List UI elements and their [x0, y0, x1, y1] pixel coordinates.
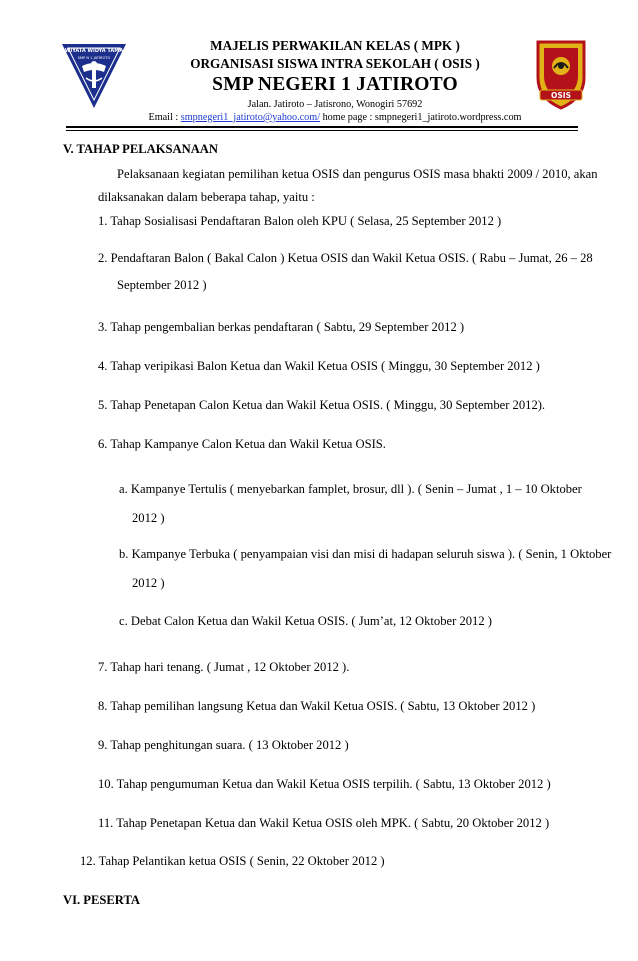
sub-item: c. Debat Calon Ketua dan Wakil Ketua OSIS. ( Jum’at, 12 Oktober 2012 ): [119, 614, 492, 628]
school-address: Jalan. Jatiroto – Jatisrono, Wonogiri 57692: [247, 99, 423, 110]
sub-item: b. Kampanye Terbuka ( penyampaian visi dan misi di hadapan seluruh siswa ). ( Senin, 1 Oktober: [119, 547, 612, 561]
list-item: 12. Tahap Pelantikan ketua OSIS ( Senin, 22 Oktober 2012 ): [80, 854, 385, 868]
list-item: 3. Tahap pengembalian berkas pendaftaran ( Sabtu, 29 September 2012 ): [98, 320, 465, 334]
list-item: 5. Tahap Penetapan Calon Ketua dan Wakil Ketua OSIS. ( Minggu, 30 September 2012).: [98, 398, 546, 412]
osis-logo-caption: OSIS: [551, 91, 571, 100]
letterhead-rule-thick: [66, 126, 578, 128]
section-v-heading: V. TAHAP PELAKSANAAN: [63, 142, 218, 156]
intro-line-1: Pelaksanaan kegiatan pemilihan ketua OSIS dan pengurus OSIS masa bhakti 2009 / 2010, akan: [117, 167, 598, 181]
list-item: 6. Tahap Kampanye Calon Ketua dan Wakil Ketua OSIS.: [98, 437, 386, 451]
left-logo-caption: WIYATA WIDYA TAMA: [64, 48, 124, 54]
email-label: Email :: [148, 112, 181, 123]
letterhead-rule-thin: [66, 130, 578, 131]
school-name: SMP NEGERI 1 JATIROTO: [212, 74, 458, 95]
contact-line: [100, 112, 570, 123]
left-logo-subcaption: SMP N 1 JATIROTO: [77, 56, 111, 60]
sub-item-continuation: 2012 ): [132, 511, 165, 525]
homepage-text: home page : smpnegeri1_jatiroto.wordpress.com: [320, 112, 522, 123]
list-item: 7. Tahap hari tenang. ( Jumat , 12 Oktober 2012 ).: [98, 660, 350, 674]
list-item: 1. Tahap Sosialisasi Pendaftaran Balon oleh KPU ( Selasa, 25 September 2012 ): [98, 214, 502, 228]
list-item-continuation: September 2012 ): [117, 278, 207, 292]
list-item: 4. Tahap veripikasi Balon Ketua dan Wakil Ketua OSIS ( Minggu, 30 September 2012 ): [98, 359, 540, 373]
section-vi-heading: VI. PESERTA: [63, 893, 141, 907]
org-line-2: ORGANISASI SISWA INTRA SEKOLAH ( OSIS ): [190, 56, 480, 71]
intro-line-2: dilaksanakan dalam beberapa tahap, yaitu :: [98, 190, 315, 204]
list-item: 9. Tahap penghitungan suara. ( 13 Oktober 2012 ): [98, 738, 349, 752]
osis-logo-right: [530, 38, 592, 110]
sub-item: a. Kampanye Tertulis ( menyebarkan famplet, brosur, dll ). ( Senin – Jumat , 1 – 10 Oktober: [119, 482, 582, 496]
letterhead: [0, 0, 638, 130]
list-item: 11. Tahap Penetapan Ketua dan Wakil Ketua OSIS oleh MPK. ( Sabtu, 20 Oktober 2012 ): [98, 816, 550, 830]
list-item: 10. Tahap pengumuman Ketua dan Wakil Ketua OSIS terpilih. ( Sabtu, 13 Oktober 2012 ): [98, 777, 551, 791]
sub-item-continuation: 2012 ): [132, 576, 165, 590]
email-link[interactable]: smpnegeri1_jatiroto@yahoo.com/: [180, 112, 321, 123]
list-item: 2. Pendaftaran Balon ( Bakal Calon ) Ketua OSIS dan Wakil Ketua OSIS. ( Rabu – Jumat, 26 – 28: [98, 251, 593, 265]
list-item: 8. Tahap pemilihan langsung Ketua dan Wakil Ketua OSIS. ( Sabtu, 13 Oktober 2012 ): [98, 699, 536, 713]
org-line-1: MAJELIS PERWAKILAN KELAS ( MPK ): [210, 38, 460, 53]
